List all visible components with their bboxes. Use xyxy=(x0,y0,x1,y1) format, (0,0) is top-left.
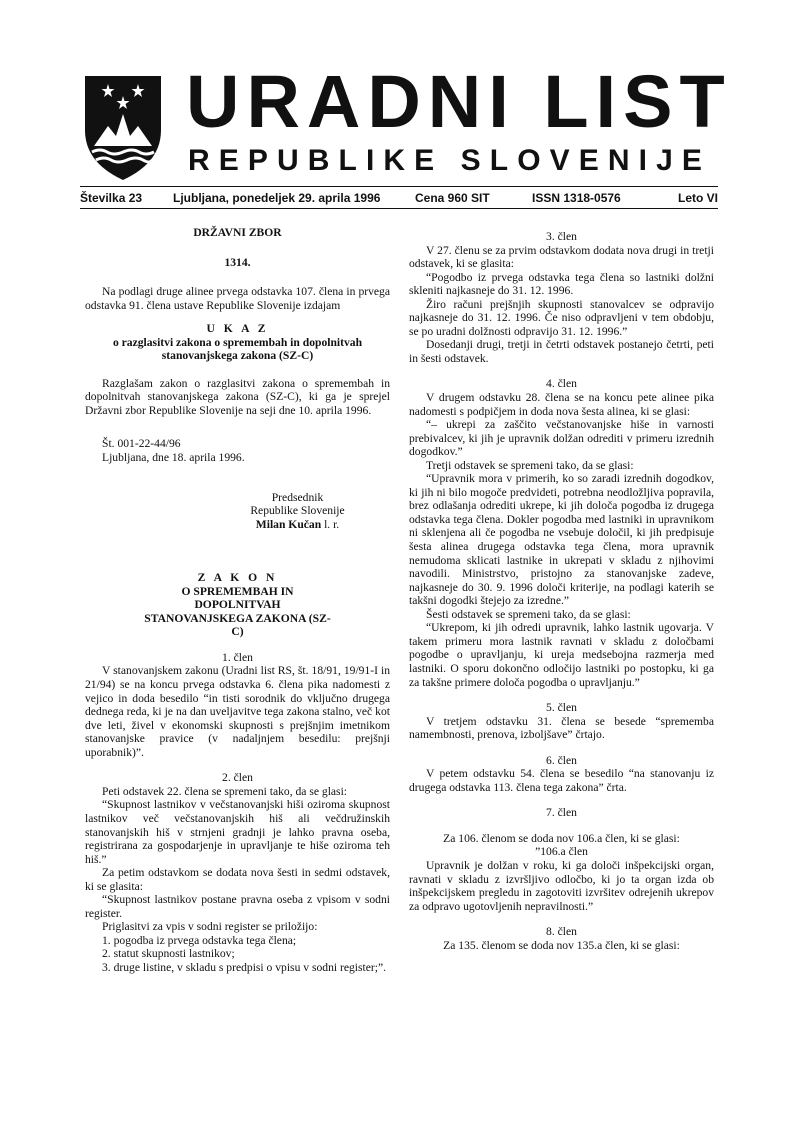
left-column xyxy=(85,222,390,975)
signature-role: Predsednik xyxy=(271,490,324,504)
article-2-paragraph: Za petim odstavkom se dodata nova šesti in sedmi odstavek, ki se glasita: xyxy=(85,866,390,893)
article-2-paragraph: Priglasitvi za vpis v sodni register se priložijo: xyxy=(102,920,318,934)
masthead-bottom-rule xyxy=(80,208,718,209)
article-2-paragraph: “Skupnost lastnikov v večstanovanjski hiši oziroma skupnost lastnikov več večstanovanjskih hiš ali večdružinskih stanovanjskih hiš v strnjeni gradnji je lahko pravna oseba, registrirana za gospodarjenje in upravljanje te hiše oziroma teh hiš.” xyxy=(85,798,390,866)
article-2-list-item: 2. statut skupnosti lastnikov; xyxy=(102,947,235,961)
article-5-heading: 5. člen xyxy=(546,701,577,715)
reference-date: Ljubljana, dne 18. aprila 1996. xyxy=(102,451,245,465)
article-4-paragraph: “Ukrepom, ki jih odredi upravnik, lahko lastnik ugovarja. V takem primeru mora lastnik ravnati v skladu z določbami pogodbe o upravljanju, ki ureja medsebojna razmerja med lastniki. O sporu dokončno odločijo lastniki po postopku, ki ga za takšne primere določa pogodba o upravljanju.” xyxy=(409,621,714,689)
intro-paragraph: Na podlagi druge alinee prvega odstavka 107. člena in prvega odstavka 91. člena ustave Republike Slovenije izdajam xyxy=(85,285,390,312)
ukaz-text: Razglašam zakon o razglasitvi zakona o spremembah in dopolnitvah stanovanjskega zakona (SZ-C), ki ga je sprejel Državni zbor Republike Slovenije na seji dne 10. aprila 1996. xyxy=(85,376,390,417)
article-3-paragraph: Dosedanji drugi, tretji in četrti odstavek postanejo četrti, peti in šesti odstavek. xyxy=(409,338,714,365)
article-4-paragraph: Tretji odstavek se spremeni tako, da se glasi: xyxy=(426,458,634,472)
issue-price: Cena 960 SIT xyxy=(415,191,490,205)
signature-name: Milan Kučan xyxy=(255,517,322,531)
article-1-text: V stanovanjskem zakonu (Uradni list RS, št. 18/91, 19/91-I in 21/94) se na koncu prvega odstavka 6. člena pika nadomesti z vejico in doda besedilo “in tisti sorodnik do vključno drugega dednega reda, ki je na dan uveljavitve tega zakona stalno, več kot dve leti, živel v ekonomski skupnosti s prejšnjim imetnikom stanovanjske pravice (v nadaljnjem besedilu: prejšnji uporabnik)”. xyxy=(85,664,390,759)
article-3-heading: 3. člen xyxy=(546,230,577,243)
slovenian-coat-of-arms-emblem xyxy=(80,72,166,182)
issn: ISSN 1318-0576 xyxy=(532,191,621,205)
article-7-subheading: ”106.a člen xyxy=(535,845,588,859)
signature-line xyxy=(205,518,390,532)
article-2-list-item: 3. druge listine, v skladu s predpisi o vpisu v sodni register;”. xyxy=(102,960,387,974)
zakon-title: Z A K O N xyxy=(197,571,278,585)
masthead-title: URADNI LIST xyxy=(186,60,732,143)
article-4-paragraph: “Upravnik mora v primerih, ko so zaradi izrednih dogodkov, ki jih ni bilo mogoče predvideti, potrebna neodložljiva popravila, brez odlašanja odrediti ukrepe, ki jih določa pogodba iz drugega odstavka tega člena. Dokler pogodba med lastniki in upravnikom ni sklenjena ali če pogodba ne vsebuje določil, ki jih predpisuje šesta alinea drugega odstavka tega člena, mora upravnik nemudoma sklicati lastnike in ukrepati v skladu z njihovimi navodili. Ministrstvo, pristojno za stanovanjske zadeve, najkasneje do 30. 9. 1996 določi kriterije, na podlagi katerih se takšni dogodki štejejo za izredne.” xyxy=(409,472,714,608)
signature-organization: Republike Slovenije xyxy=(250,504,345,518)
article-4-paragraph: V drugem odstavku 28. člena se na koncu pete alinee pika nadomesti s podpičjem in doda nova šesta alinea, ki se glasi: xyxy=(409,391,714,418)
reference-number: Št. 001-22-44/96 xyxy=(102,437,181,451)
article-2-paragraph: “Skupnost lastnikov postane pravna oseba z vpisom v sodni register. xyxy=(85,893,390,920)
article-8-heading: 8. člen xyxy=(546,925,577,939)
article-7-heading: 7. člen xyxy=(546,806,577,820)
article-1-heading: 1. člen xyxy=(222,650,253,664)
masthead-subtitle: REPUBLIKE SLOVENIJE xyxy=(188,144,711,177)
article-5-paragraph: V tretjem odstavku 31. člena se besede “sprememba namembnosti, prenova, izboljšave” črtajo. xyxy=(409,714,714,742)
article-4-paragraph: “– ukrepi za zaščito večstanovanjske hiše in varnosti prebivalcev, ki jih je upravnik dolžan odrediti v primeru izrednih dogodkov.” xyxy=(409,418,714,459)
ukaz-title: U K A Z xyxy=(206,322,269,336)
article-7-paragraph: Upravnik je dolžan v roku, ki ga določi inšpekcijski organ, ravnati v skladu z izvršljivo odločbo, ki jo ta organ izda ob inšpekcijskem pregledu in zagotoviti izvršitev odrejenih ukrepov za odpravo ugotovljenih nepravilnosti.” xyxy=(409,858,714,913)
article-3-paragraph: Žiro računi prejšnjih skupnosti stanovalcev se odpravijo najkasneje do 31. 12. 1996. Če niso odpravljeni v tem obdobju, se po uradni dolžnosti odpravijo 31. 12. 1996.” xyxy=(409,297,714,338)
article-2-paragraph: Peti odstavek 22. člena se spremeni tako, da se glasi: xyxy=(102,784,348,798)
issue-number: Številka 23 xyxy=(80,191,143,205)
masthead-info-bar xyxy=(80,188,718,208)
zakon-subtitle: O SPREMEMBAH IN DOPOLNITVAH STANOVANJSKEGA ZAKONA (SZ-C) xyxy=(144,584,331,639)
article-6-paragraph: V petem odstavku 54. člena se besedilo “na stanovanju iz drugega odstavka 113. člena tega zakona” črta. xyxy=(409,767,714,794)
signature-block xyxy=(85,491,390,532)
masthead-top-rule xyxy=(80,186,718,187)
article-4-heading: 4. člen xyxy=(546,377,577,391)
section-heading: DRŽAVNI ZBOR xyxy=(193,226,282,239)
issue-date: Ljubljana, ponedeljek 29. aprila 1996 xyxy=(173,191,381,205)
article-7-paragraph: Za 106. členom se doda nov 106.a člen, ki se glasi: xyxy=(443,831,680,845)
article-8-paragraph: Za 135. členom se doda nov 135.a člen, ki se glasi: xyxy=(443,938,680,952)
item-number: 1314. xyxy=(224,255,251,269)
volume-year: Leto VI xyxy=(677,191,718,205)
article-6-heading: 6. člen xyxy=(546,753,577,767)
article-3-paragraph: “Pogodbo iz prvega odstavka tega člena so lastniki dolžni skleniti najkasneje do 31. 12. 1996. xyxy=(409,270,714,298)
ukaz-subtitle: o razglasitvi zakona o spremembah in dopolnitvah stanovanjskega zakona (SZ-C) xyxy=(112,335,363,363)
article-2-list-item: 1. pogodba iz prvega odstavka tega člena; xyxy=(102,933,297,947)
article-2-heading: 2. člen xyxy=(222,771,253,785)
article-4-paragraph: Šesti odstavek se spremeni tako, da se glasi: xyxy=(426,607,631,621)
signature-suffix: l. r. xyxy=(321,517,340,531)
article-3-paragraph: V 27. členu se za prvim odstavkom dodata nova drugi in tretji odstavek, ki se glasita: xyxy=(409,243,714,271)
right-column xyxy=(409,222,714,952)
